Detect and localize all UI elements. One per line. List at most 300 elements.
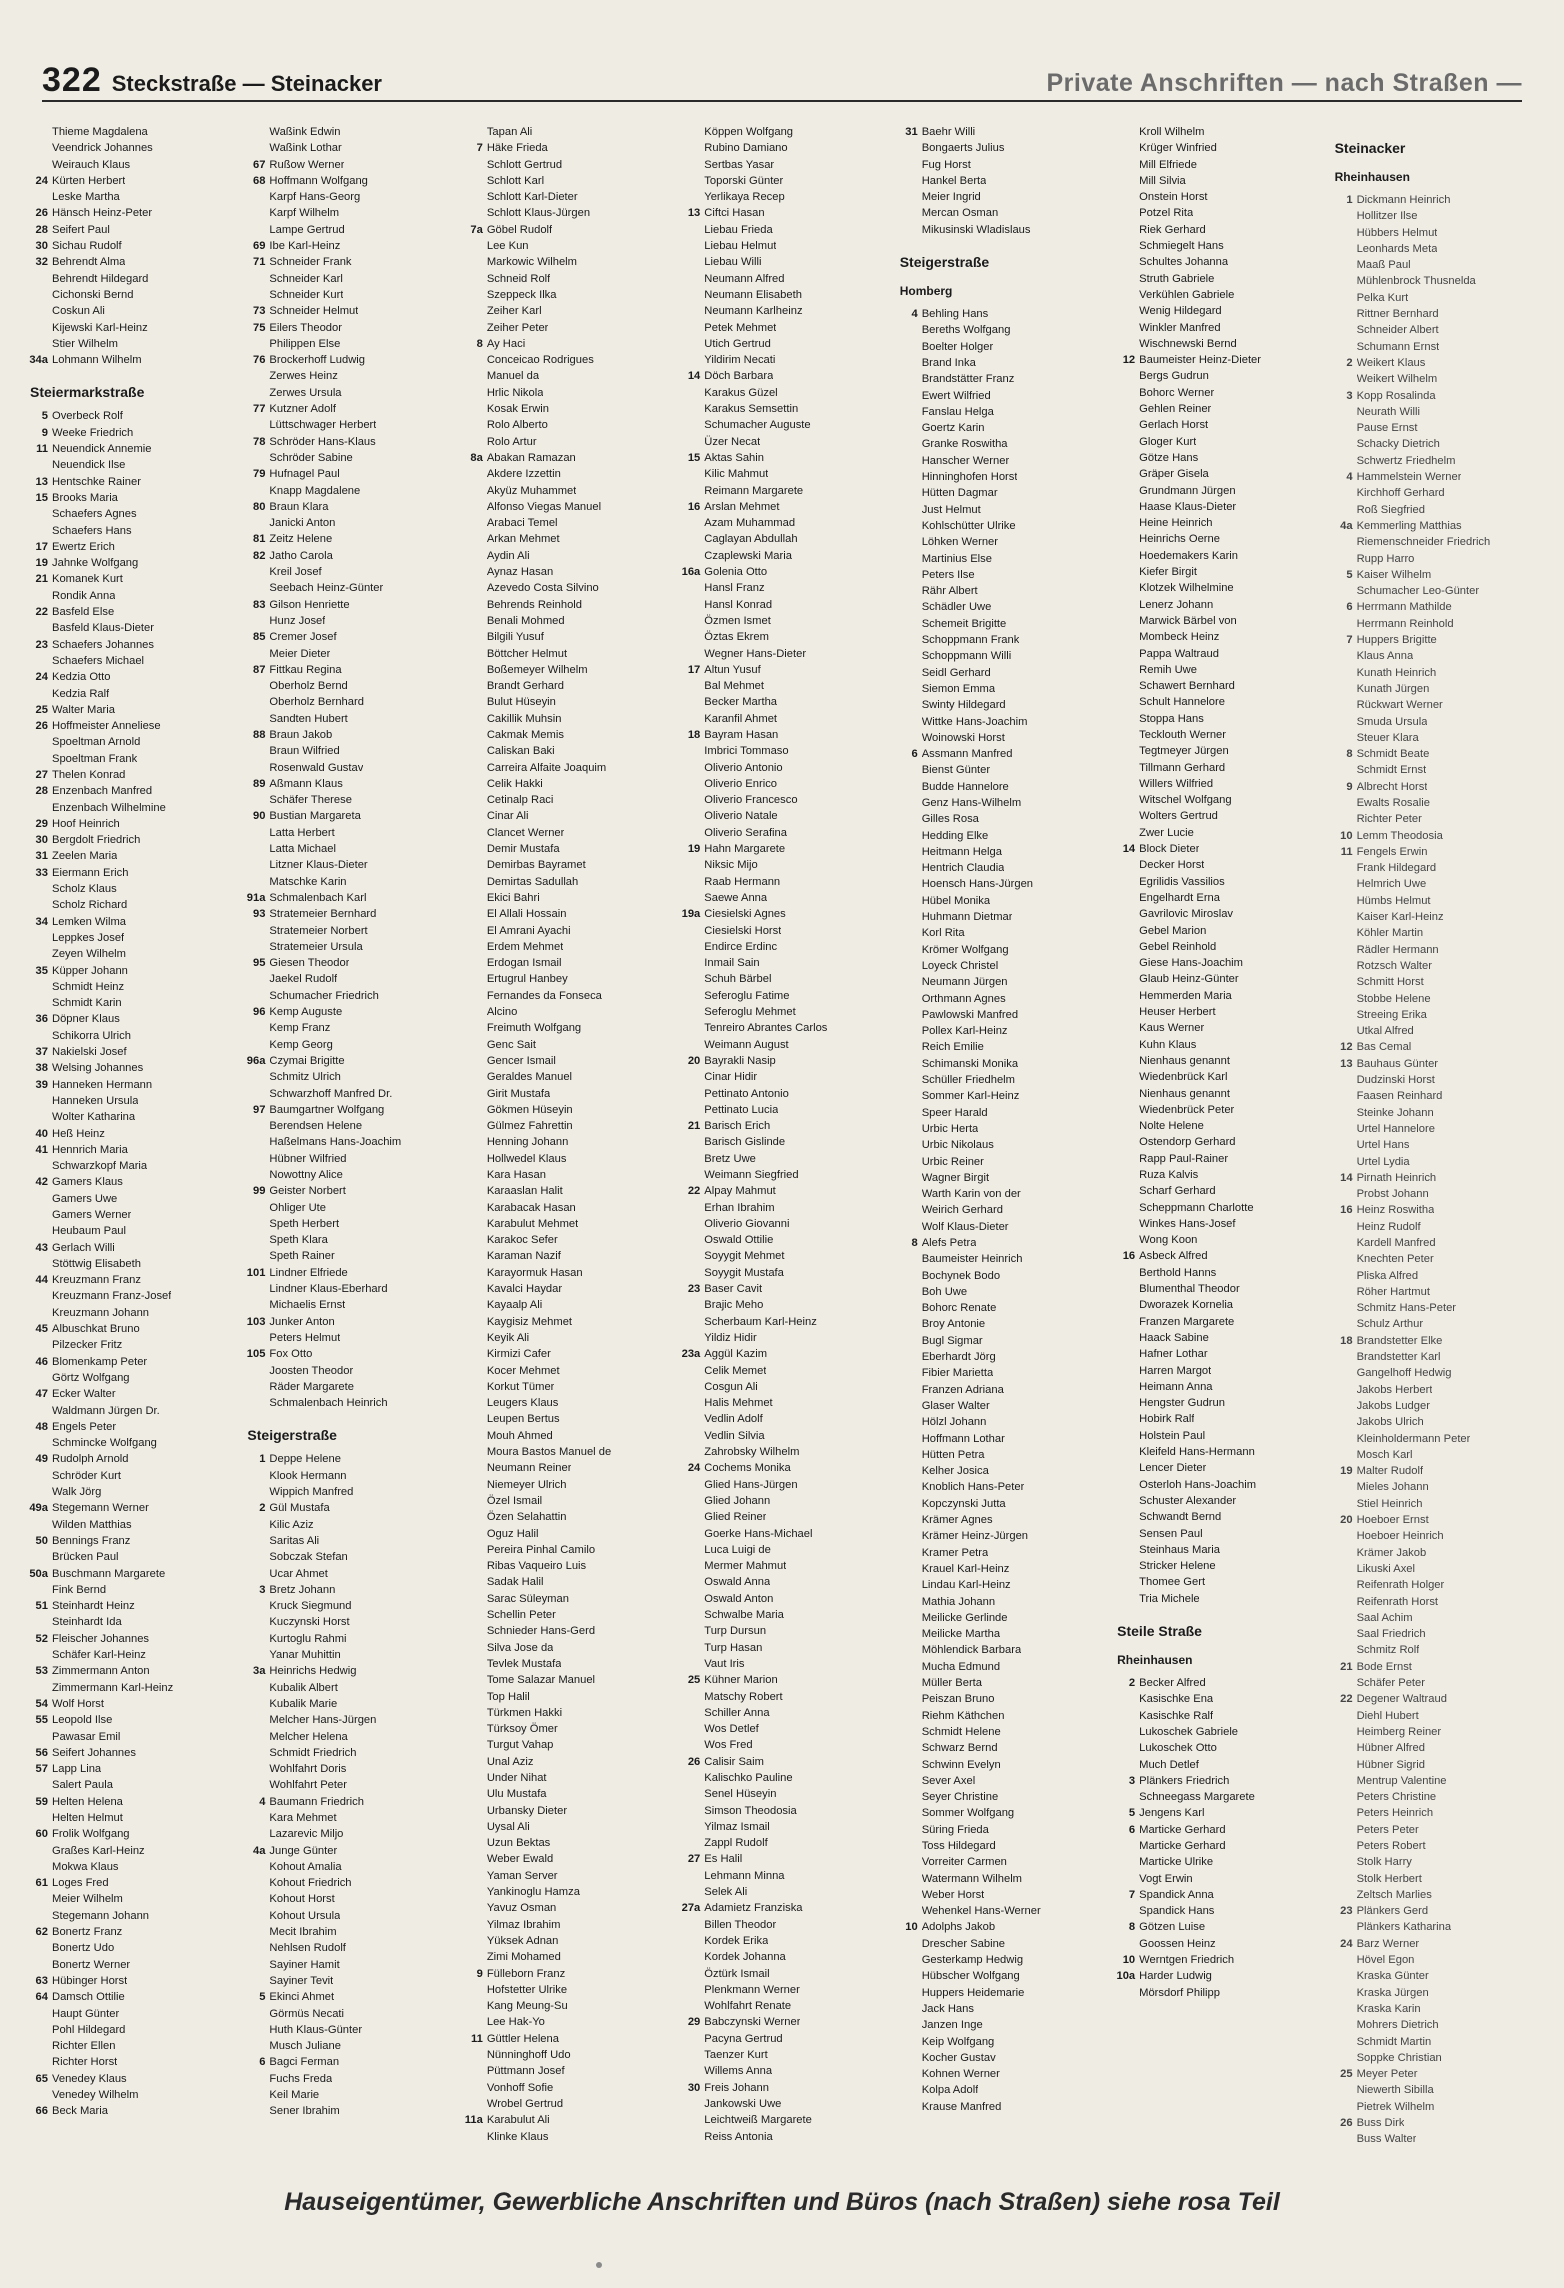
house-number bbox=[678, 548, 704, 564]
house-number bbox=[461, 613, 487, 629]
house-number: 9 bbox=[1346, 780, 1353, 793]
resident-name: Ewalts Rosalie bbox=[1356, 796, 1430, 809]
resident-entry bbox=[1113, 157, 1320, 173]
resident-entry bbox=[243, 483, 450, 499]
house-number bbox=[1331, 1675, 1357, 1691]
resident-entry bbox=[26, 2022, 233, 2038]
resident-entry bbox=[678, 1460, 885, 1476]
resident-entry bbox=[26, 2071, 233, 2087]
house-number bbox=[1113, 564, 1139, 580]
resident-entry bbox=[896, 469, 1103, 485]
resident-entry bbox=[461, 1493, 668, 1509]
house-number: 65 bbox=[35, 2072, 48, 2085]
resident-entry bbox=[1113, 1757, 1320, 1773]
resident-name: Ibe Karl-Heinz bbox=[269, 240, 341, 253]
resident-name: Stegemann Werner bbox=[52, 1502, 149, 1515]
resident-entry bbox=[896, 583, 1103, 599]
house-number bbox=[1331, 1854, 1357, 1870]
resident-entry bbox=[26, 1777, 233, 1793]
house-number bbox=[1331, 665, 1357, 681]
house-number bbox=[896, 1316, 922, 1332]
house-number bbox=[896, 1333, 922, 1349]
resident-entry bbox=[678, 2096, 885, 2112]
resident-entry bbox=[678, 1037, 885, 1053]
resident-name: Richter Ellen bbox=[52, 2040, 116, 2053]
house-number bbox=[26, 1370, 52, 1386]
resident-entry bbox=[243, 1248, 450, 1264]
resident-entry bbox=[26, 124, 233, 140]
resident-entry bbox=[26, 702, 233, 718]
resident-entry bbox=[461, 1966, 668, 1982]
resident-name: Oswald Anton bbox=[704, 1592, 774, 1605]
resident-name: Niksic Mijo bbox=[704, 859, 758, 872]
house-number bbox=[243, 385, 269, 401]
house-number: 10a bbox=[1116, 1970, 1136, 1983]
house-number bbox=[243, 841, 269, 857]
resident-entry bbox=[678, 1314, 885, 1330]
house-number bbox=[1331, 1887, 1357, 1903]
resident-name: Bochynek Bodo bbox=[921, 1269, 1001, 1282]
house-number bbox=[678, 1330, 704, 1346]
house-number bbox=[243, 1533, 269, 1549]
house-number: 2 bbox=[259, 1502, 266, 1515]
resident-entry bbox=[1113, 483, 1320, 499]
resident-name: Braun Jakob bbox=[269, 728, 333, 741]
resident-entry bbox=[243, 825, 450, 841]
resident-entry bbox=[1331, 502, 1538, 518]
house-number bbox=[461, 1819, 487, 1835]
resident-entry bbox=[26, 1924, 233, 1940]
house-number: 23 bbox=[687, 1283, 701, 1296]
resident-entry bbox=[461, 466, 668, 482]
resident-name: Urbic Reiner bbox=[921, 1155, 984, 1168]
resident-entry bbox=[243, 466, 450, 482]
house-number bbox=[678, 1640, 704, 1656]
house-number bbox=[1113, 678, 1139, 694]
resident-name: Fibier Marietta bbox=[921, 1367, 994, 1380]
house-number bbox=[243, 1379, 269, 1395]
house-number bbox=[461, 352, 487, 368]
resident-name: Hanneken Hermann bbox=[52, 1078, 153, 1091]
resident-entry bbox=[678, 711, 885, 727]
resident-name: Winkler Manfred bbox=[1139, 321, 1221, 334]
house-number bbox=[1331, 1088, 1357, 1104]
house-number bbox=[678, 1526, 704, 1542]
resident-entry bbox=[1331, 1594, 1538, 1610]
resident-name: Demir Mustafa bbox=[486, 843, 560, 856]
resident-name: Loges Fred bbox=[52, 1877, 109, 1890]
house-number bbox=[1113, 776, 1139, 792]
resident-name: Seferoglu Mehmet bbox=[704, 1006, 796, 1019]
resident-name: Üzer Necat bbox=[704, 435, 761, 448]
resident-name: Krömer Wolfgang bbox=[921, 943, 1009, 956]
resident-name: Nienhaus genannt bbox=[1139, 1054, 1230, 1067]
resident-name: Leske Martha bbox=[52, 191, 120, 204]
house-number bbox=[1113, 1838, 1139, 1854]
house-number bbox=[896, 2050, 922, 2066]
resident-name: Zimi Mohamed bbox=[486, 1951, 561, 1964]
house-number bbox=[1113, 711, 1139, 727]
resident-name: Marwick Bärbel von bbox=[1139, 614, 1237, 627]
resident-name: Behrends Reinhold bbox=[486, 598, 583, 611]
resident-name: Michaelis Ernst bbox=[269, 1299, 346, 1312]
resident-name: Wrobel Gertrud bbox=[486, 2097, 564, 2110]
house-number bbox=[1331, 1235, 1357, 1251]
resident-name: Fanslau Helga bbox=[921, 405, 994, 418]
house-number: 49a bbox=[29, 1502, 48, 1515]
resident-entry bbox=[678, 1428, 885, 1444]
house-number bbox=[1113, 483, 1139, 499]
house-number bbox=[678, 1444, 704, 1460]
resident-name: Kühner Marion bbox=[704, 1674, 778, 1687]
house-number bbox=[461, 548, 487, 564]
house-number bbox=[461, 760, 487, 776]
house-number bbox=[1113, 646, 1139, 662]
resident-entry bbox=[1113, 1493, 1320, 1509]
resident-entry bbox=[243, 1891, 450, 1907]
resident-name: Babczynski Werner bbox=[704, 2016, 801, 2029]
resident-name: Coskun Ali bbox=[52, 305, 105, 318]
resident-name: Alefs Petra bbox=[921, 1237, 977, 1249]
house-number bbox=[1331, 404, 1357, 420]
house-number bbox=[678, 890, 704, 906]
house-number bbox=[896, 1773, 922, 1789]
resident-entry bbox=[896, 567, 1103, 583]
house-number bbox=[1331, 290, 1357, 306]
resident-name: Fuchs Freda bbox=[269, 2072, 333, 2085]
resident-name: Wolf Horst bbox=[52, 1697, 105, 1710]
resident-name: Korl Rita bbox=[921, 927, 965, 940]
resident-name: Senel Hüseyin bbox=[704, 1788, 777, 1801]
house-number bbox=[678, 1248, 704, 1264]
resident-entry bbox=[1331, 844, 1538, 860]
resident-name: Kiefer Birgit bbox=[1139, 566, 1197, 579]
house-number bbox=[896, 404, 922, 420]
house-number bbox=[678, 808, 704, 824]
resident-entry bbox=[1113, 1411, 1320, 1427]
resident-entry bbox=[26, 238, 233, 254]
house-number bbox=[678, 417, 704, 433]
resident-name: Likuski Axel bbox=[1356, 1562, 1416, 1575]
resident-entry bbox=[461, 1346, 668, 1362]
resident-name: Arabaci Temel bbox=[486, 517, 558, 530]
resident-name: Uzun Bektas bbox=[486, 1837, 551, 1850]
resident-name: Goossen Heinz bbox=[1139, 1937, 1216, 1950]
resident-entry bbox=[243, 1680, 450, 1696]
resident-name: Schuh Bärbel bbox=[704, 973, 772, 986]
resident-entry bbox=[896, 1773, 1103, 1789]
house-number bbox=[26, 523, 52, 539]
resident-entry bbox=[461, 352, 668, 368]
house-number bbox=[243, 1395, 269, 1411]
resident-name: Much Detlef bbox=[1139, 1758, 1199, 1771]
house-number bbox=[1113, 1020, 1139, 1036]
resident-entry bbox=[896, 616, 1103, 632]
resident-entry bbox=[243, 1484, 450, 1500]
resident-entry bbox=[678, 874, 885, 890]
resident-entry bbox=[678, 743, 885, 759]
page-header bbox=[42, 52, 1522, 102]
house-number bbox=[1331, 2099, 1357, 2115]
resident-name: Bennings Franz bbox=[52, 1534, 131, 1547]
resident-name: Spoeltman Frank bbox=[52, 752, 138, 765]
house-number bbox=[678, 1721, 704, 1737]
resident-name: Bonertz Udo bbox=[52, 1942, 115, 1955]
house-number bbox=[1113, 1724, 1139, 1740]
resident-name: Komanek Kurt bbox=[52, 573, 123, 586]
house-number bbox=[896, 2099, 922, 2115]
resident-entry bbox=[1113, 1460, 1320, 1476]
house-number bbox=[26, 2087, 52, 2103]
resident-entry bbox=[243, 1908, 450, 1924]
house-number bbox=[896, 1382, 922, 1398]
house-number bbox=[678, 646, 704, 662]
resident-name: Schmidt Martin bbox=[1356, 2035, 1432, 2048]
resident-entry bbox=[678, 988, 885, 1004]
resident-entry bbox=[1331, 1382, 1538, 1398]
resident-entry bbox=[678, 2063, 885, 2079]
resident-name: Yavuz Osman bbox=[486, 1902, 557, 1915]
resident-name: Turp Dursun bbox=[704, 1625, 767, 1638]
house-number bbox=[678, 1200, 704, 1216]
resident-name: Kara Hasan bbox=[486, 1169, 546, 1181]
resident-name: Ucar Ahmet bbox=[269, 1567, 328, 1580]
resident-entry bbox=[461, 2096, 668, 2112]
resident-entry bbox=[896, 697, 1103, 713]
house-number: 16 bbox=[1122, 1250, 1136, 1263]
resident-entry bbox=[461, 1444, 668, 1460]
resident-entry bbox=[1113, 792, 1320, 808]
resident-entry bbox=[461, 1363, 668, 1379]
resident-entry bbox=[243, 352, 450, 368]
resident-entry bbox=[1113, 1053, 1320, 1069]
resident-entry bbox=[678, 1379, 885, 1395]
house-number: 26 bbox=[687, 1755, 701, 1768]
resident-name: Selek Ali bbox=[704, 1886, 748, 1899]
resident-entry bbox=[1113, 906, 1320, 922]
house-number bbox=[678, 401, 704, 417]
resident-name: Zahrobsky Wilhelm bbox=[704, 1446, 800, 1459]
resident-entry bbox=[896, 1968, 1103, 1984]
resident-entry bbox=[243, 1200, 450, 1216]
resident-name: Oliverio Enrico bbox=[704, 777, 778, 790]
resident-entry bbox=[461, 483, 668, 499]
resident-name: Lohmann Wilhelm bbox=[52, 354, 142, 367]
resident-name: Alpay Mahmut bbox=[704, 1185, 776, 1198]
house-number bbox=[678, 580, 704, 596]
house-number bbox=[243, 1086, 269, 1102]
resident-name: Pause Ernst bbox=[1356, 422, 1418, 435]
house-number bbox=[678, 1020, 704, 1036]
resident-entry bbox=[461, 1151, 668, 1167]
house-number bbox=[461, 1574, 487, 1590]
house-number bbox=[1331, 876, 1357, 892]
resident-name: Weimann Siegfried bbox=[704, 1169, 799, 1181]
resident-entry bbox=[1113, 1691, 1320, 1707]
resident-entry bbox=[896, 1414, 1103, 1430]
house-number bbox=[461, 1623, 487, 1639]
resident-entry bbox=[1331, 1773, 1538, 1789]
resident-name: Kohout Amalia bbox=[269, 1860, 342, 1873]
resident-entry bbox=[896, 1952, 1103, 1968]
resident-entry bbox=[26, 1533, 233, 1549]
house-number bbox=[243, 1924, 269, 1940]
resident-name: Boh Uwe bbox=[921, 1285, 968, 1298]
resident-name: Marticke Ulrike bbox=[1139, 1856, 1214, 1869]
resident-entry bbox=[26, 783, 233, 799]
resident-name: Kaiser Wilhelm bbox=[1356, 568, 1432, 581]
resident-entry bbox=[243, 1468, 450, 1484]
house-number bbox=[896, 1447, 922, 1463]
resident-entry bbox=[26, 157, 233, 173]
house-number bbox=[1331, 795, 1357, 811]
resident-entry bbox=[243, 1500, 450, 1516]
house-number bbox=[243, 564, 269, 580]
house-number bbox=[896, 665, 922, 681]
resident-entry bbox=[678, 1591, 885, 1607]
resident-name: Bas Cemal bbox=[1356, 1041, 1412, 1054]
resident-name: Gesterkamp Hedwig bbox=[921, 1954, 1024, 1967]
resident-name: Soyygit Mehmet bbox=[704, 1250, 785, 1263]
resident-entry bbox=[461, 613, 668, 629]
resident-entry bbox=[26, 2006, 233, 2022]
resident-entry bbox=[461, 417, 668, 433]
house-number bbox=[1113, 401, 1139, 417]
resident-name: Zerwes Ursula bbox=[269, 386, 342, 399]
resident-name: Albrecht Horst bbox=[1356, 780, 1428, 793]
house-number bbox=[461, 1281, 487, 1297]
house-number bbox=[461, 1803, 487, 1819]
resident-name: Ewert Wilfried bbox=[921, 389, 991, 402]
house-number bbox=[461, 1200, 487, 1216]
resident-entry bbox=[26, 620, 233, 636]
resident-entry bbox=[461, 499, 668, 515]
resident-name: Veendrick Johannes bbox=[52, 142, 153, 155]
resident-name: Wenig Hildegard bbox=[1139, 305, 1222, 318]
resident-entry bbox=[26, 425, 233, 441]
resident-name: Gangelhoff Hedwig bbox=[1356, 1367, 1452, 1380]
resident-entry bbox=[1113, 857, 1320, 873]
house-number: 46 bbox=[35, 1355, 48, 1368]
house-number bbox=[243, 368, 269, 384]
resident-name: Bretz Uwe bbox=[704, 1152, 756, 1165]
resident-entry bbox=[461, 2063, 668, 2079]
house-number bbox=[896, 925, 922, 941]
resident-entry bbox=[678, 1835, 885, 1851]
resident-name: Weber Ewald bbox=[486, 1853, 554, 1866]
resident-entry bbox=[461, 857, 668, 873]
resident-entry bbox=[243, 205, 450, 221]
resident-entry bbox=[1113, 1822, 1320, 1838]
resident-name: Soyygit Mustafa bbox=[704, 1266, 784, 1279]
resident-entry bbox=[1113, 450, 1320, 466]
resident-entry bbox=[896, 958, 1103, 974]
resident-entry bbox=[1331, 1463, 1538, 1479]
resident-entry bbox=[26, 490, 233, 506]
house-number bbox=[1113, 303, 1139, 319]
resident-name: Hrlic Nikola bbox=[486, 386, 544, 399]
resident-entry bbox=[678, 1330, 885, 1346]
resident-entry bbox=[1113, 564, 1320, 580]
resident-name: Pilzecker Fritz bbox=[52, 1339, 123, 1352]
resident-entry bbox=[678, 825, 885, 841]
house-number bbox=[1113, 336, 1139, 352]
resident-name: Rolo Alberto bbox=[486, 419, 548, 432]
resident-name: Franzen Adriana bbox=[921, 1383, 1004, 1396]
house-number bbox=[26, 995, 52, 1011]
house-number bbox=[26, 2038, 52, 2054]
resident-name: Lukoschek Gabriele bbox=[1139, 1725, 1239, 1738]
house-number bbox=[243, 1614, 269, 1630]
resident-name: Gerlach Horst bbox=[1139, 419, 1209, 432]
resident-name: Litzner Klaus-Dieter bbox=[269, 859, 368, 872]
house-number bbox=[1331, 1219, 1357, 1235]
resident-entry bbox=[678, 1411, 885, 1427]
resident-name: Gloger Kurt bbox=[1139, 435, 1197, 448]
house-number bbox=[896, 1822, 922, 1838]
resident-name: Hobirk Ralf bbox=[1139, 1413, 1195, 1426]
house-number bbox=[26, 271, 52, 287]
house-number bbox=[461, 1183, 487, 1199]
resident-entry bbox=[461, 711, 668, 727]
resident-entry bbox=[896, 909, 1103, 925]
resident-name: Fink Bernd bbox=[52, 1583, 107, 1596]
resident-entry bbox=[678, 776, 885, 792]
resident-name: Janzen Inge bbox=[921, 2019, 983, 2032]
resident-entry bbox=[26, 287, 233, 303]
house-number bbox=[461, 580, 487, 596]
resident-name: Yildiz Hidir bbox=[704, 1331, 757, 1344]
house-number: 6 bbox=[1346, 601, 1353, 614]
resident-entry bbox=[678, 792, 885, 808]
house-number: 18 bbox=[687, 728, 701, 741]
house-number bbox=[1113, 254, 1139, 270]
house-number bbox=[678, 1542, 704, 1558]
resident-name: Watermann Wilhelm bbox=[921, 1872, 1022, 1885]
house-number bbox=[243, 1712, 269, 1728]
house-number bbox=[243, 417, 269, 433]
resident-entry bbox=[461, 336, 668, 352]
resident-name: Scholz Richard bbox=[52, 899, 128, 912]
resident-entry bbox=[243, 157, 450, 173]
resident-name: Özmen Ismet bbox=[704, 614, 771, 627]
resident-entry bbox=[461, 2080, 668, 2096]
resident-name: Willems Anna bbox=[704, 2065, 773, 2078]
house-number: 96a bbox=[246, 1054, 266, 1067]
resident-entry bbox=[461, 1477, 668, 1493]
resident-name: Cochems Monika bbox=[704, 1462, 791, 1475]
house-number bbox=[1113, 1134, 1139, 1150]
resident-name: Leppkes Josef bbox=[52, 931, 125, 944]
resident-name: Cosgun Ali bbox=[704, 1380, 758, 1393]
resident-entry bbox=[243, 923, 450, 939]
house-number bbox=[678, 287, 704, 303]
resident-entry bbox=[1113, 678, 1320, 694]
resident-entry bbox=[461, 1656, 668, 1672]
house-number bbox=[461, 2063, 487, 2079]
resident-name: Werntgen Friedrich bbox=[1139, 1954, 1235, 1967]
house-number bbox=[243, 646, 269, 662]
house-number bbox=[26, 1647, 52, 1663]
resident-entry bbox=[243, 450, 450, 466]
resident-name: Rädler Hermann bbox=[1356, 943, 1439, 956]
resident-name: Mühlenbrock Thusnelda bbox=[1356, 275, 1476, 288]
resident-name: Görtz Wolfgang bbox=[52, 1371, 130, 1384]
house-number: 17 bbox=[35, 540, 48, 553]
house-number bbox=[678, 1493, 704, 1509]
house-number bbox=[26, 457, 52, 473]
resident-name: Schwarz Bernd bbox=[921, 1742, 998, 1755]
